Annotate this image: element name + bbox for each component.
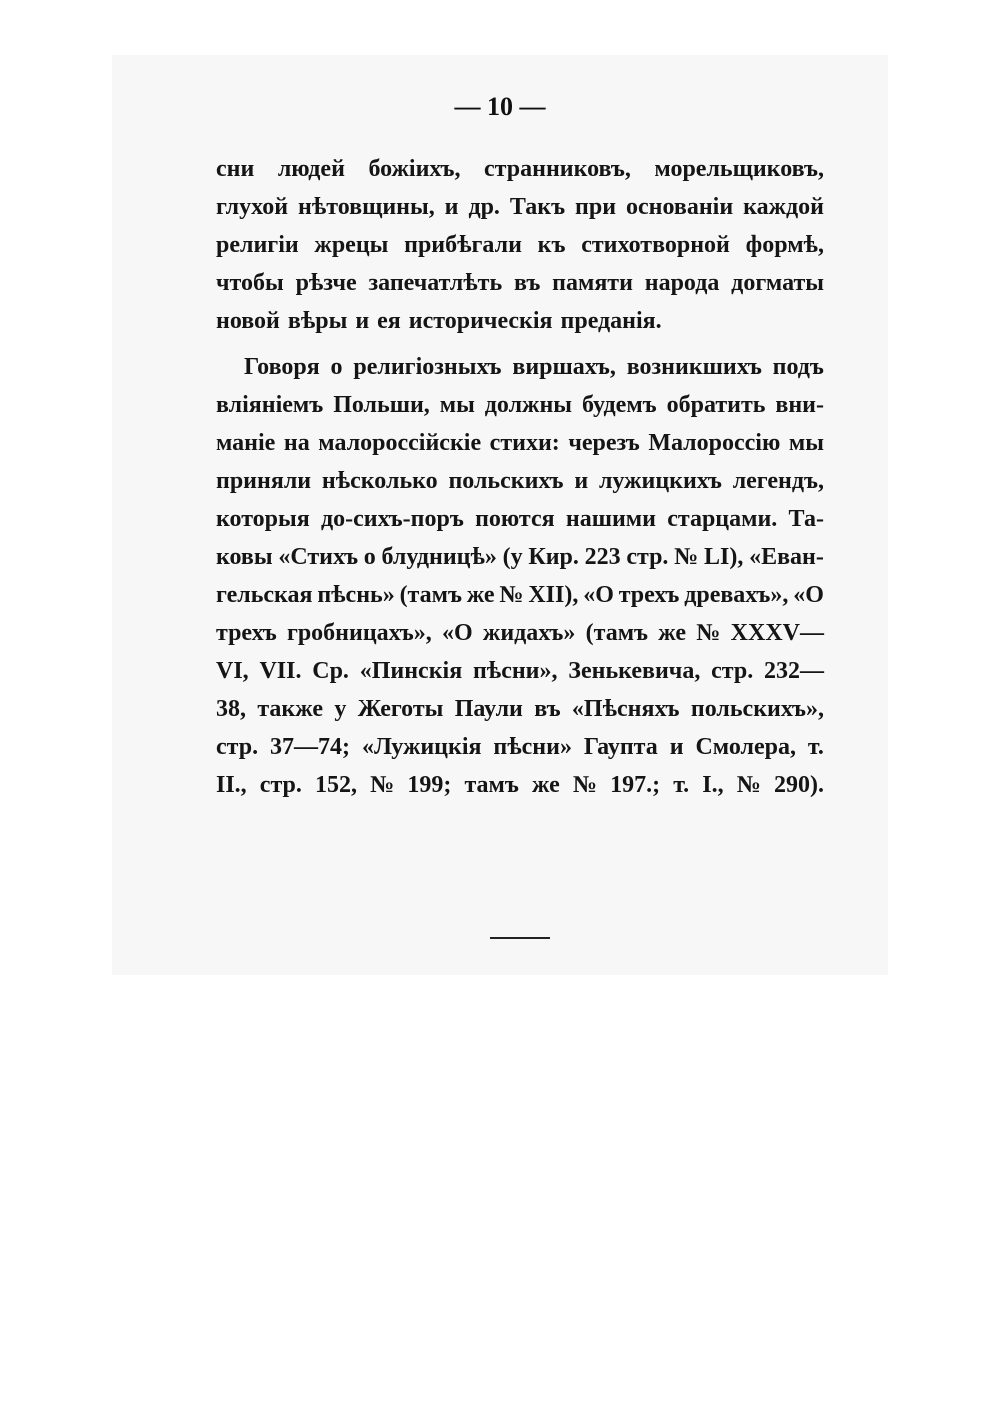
text-line: II., стр. 152, № 199; тамъ же № 197.; т. I., № 290). xyxy=(216,772,824,798)
text-line: сни людей божіихъ, странниковъ, морельщиковъ, xyxy=(216,156,824,182)
text-line: новой вѣры и ея историческія преданія. xyxy=(216,308,662,334)
text-line: чтобы рѣзче запечатлѣть въ памяти народа догматы xyxy=(216,270,824,296)
text-line: религіи жрецы прибѣгали къ стихотворной формѣ, xyxy=(216,232,824,258)
text-line: гельская пѣснь» (тамъ же № XII), «О трехъ древахъ», «О xyxy=(216,582,824,608)
text-line: вліяніемъ Польши, мы должны будемъ обратить вни- xyxy=(216,392,824,418)
text-line: 38, также у Жеготы Паули въ «Пѣсняхъ польскихъ», xyxy=(216,696,824,722)
text-line: которыя до-сихъ-поръ поются нашими старцами. Та- xyxy=(216,506,824,532)
body-text xyxy=(216,150,824,804)
text-line: приняли нѣсколько польскихъ и лужицкихъ легендъ, xyxy=(216,468,824,494)
text-line: стр. 37—74; «Лужицкія пѣсни» Гаупта и Смолера, т. xyxy=(216,734,824,760)
text-line: Говоря о религіозныхъ виршахъ, возникшихъ подъ xyxy=(244,354,824,380)
end-rule xyxy=(490,937,550,939)
text-line: ковы «Стихъ о блудницѣ» (у Кир. 223 стр. № LI), «Еван- xyxy=(216,544,824,570)
page-number: — 10 — xyxy=(454,92,546,121)
text-line: глухой нѣтовщины, и др. Такъ при основаніи каждой xyxy=(216,194,824,220)
text-line: маніе на малороссійскіе стихи: черезъ Малороссію мы xyxy=(216,430,824,456)
text-line: трехъ гробницахъ», «О жидахъ» (тамъ же № XXXV— xyxy=(216,620,824,646)
text-line: VI, VII. Ср. «Пинскія пѣсни», Зенькевича, стр. 232— xyxy=(216,658,824,684)
